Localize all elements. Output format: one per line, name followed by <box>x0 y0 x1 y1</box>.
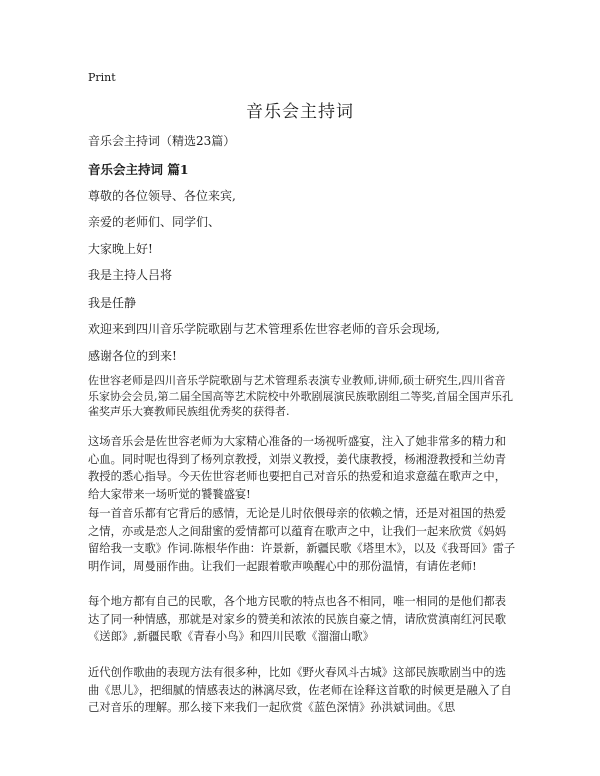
host-line: 我是任静 <box>88 296 137 310</box>
section-heading: 音乐会主持词 篇1 <box>88 162 189 177</box>
paragraph-modern: 近代创作歌曲的表现方法有很多种，比如《野火春风斗古城》这部民族歌剧当中的选曲《思儿》，把细腻的情感表达的淋漓尽致，佐老师在诠释这首歌的时候更是融入了自己对音乐的理解。那么接下来我们一起欣赏《蓝色深情》孙洪斌词曲。《思 <box>88 666 512 714</box>
paragraph-concert: 这场音乐会是佐世容老师为大家精心准备的一场视听盛宴，注入了她非常多的精力和心血。同时呢也得到了杨列京教授，刘崇义教授，姜代康教授，杨湘澄教授和兰幼青教授的悉心指导。今天佐世容老师也要把自己对音乐的热爱和追求意蕴在歌声之中，给大家带来一场听觉的饕餮盛宴! <box>88 435 506 501</box>
host-line: 我是主持人吕将 <box>88 268 173 282</box>
greeting-line: 尊敬的各位领导、各位来宾, <box>88 189 236 203</box>
welcome-line: 欢迎来到四川音乐学院歌剧与艺术管理系佐世容老师的音乐会现场, <box>88 322 440 336</box>
paragraph-folk: 每个地方都有自己的民歌，各个地方民歌的特点也各不相同，唯一相同的是他们都表达了同一种情感，那就是对家乡的赞美和浓浓的民族自豪之情，请欣赏滇南红河民歌《送郎》,新疆民歌《青春小鸟》和四川民歌《溜溜山歌》 <box>88 595 506 643</box>
paragraph-songs: 每一首音乐都有它背后的感情，无论是儿时依偎母亲的依赖之情，还是对祖国的热爱之情，亦或是恋人之间甜蜜的爱情都可以蕴育在歌声之中，让我们一起来欣赏《妈妈留给我一支歌》作词.陈根华作曲：许景新，新疆民歌《塔里木》，以及《我哥回》雷子明作词，周曼丽作曲。让我们一起跟着歌声唤醒心中的那份温情，有请佐老师! <box>88 507 516 573</box>
print-label[interactable]: Print <box>88 71 116 84</box>
page-title: 音乐会主持词 <box>246 102 354 122</box>
paragraph-intro: 佐世容老师是四川音乐学院歌剧与艺术管理系表演专业教师,讲师,硕士研究生,四川省音乐家协会会员,第二届全国高等艺术院校中外歌剧展演民族歌剧组二等奖,首届全国声乐孔雀奖声乐大赛教师民族组优秀奖的获得者. <box>88 374 513 418</box>
thanks-line: 感谢各位的到来! <box>88 349 177 363</box>
greeting-line: 大家晚上好! <box>88 242 153 256</box>
greeting-line: 亲爱的老师们、同学们、 <box>88 215 221 229</box>
document-subtitle: 音乐会主持词（精选23篇） <box>88 134 236 148</box>
